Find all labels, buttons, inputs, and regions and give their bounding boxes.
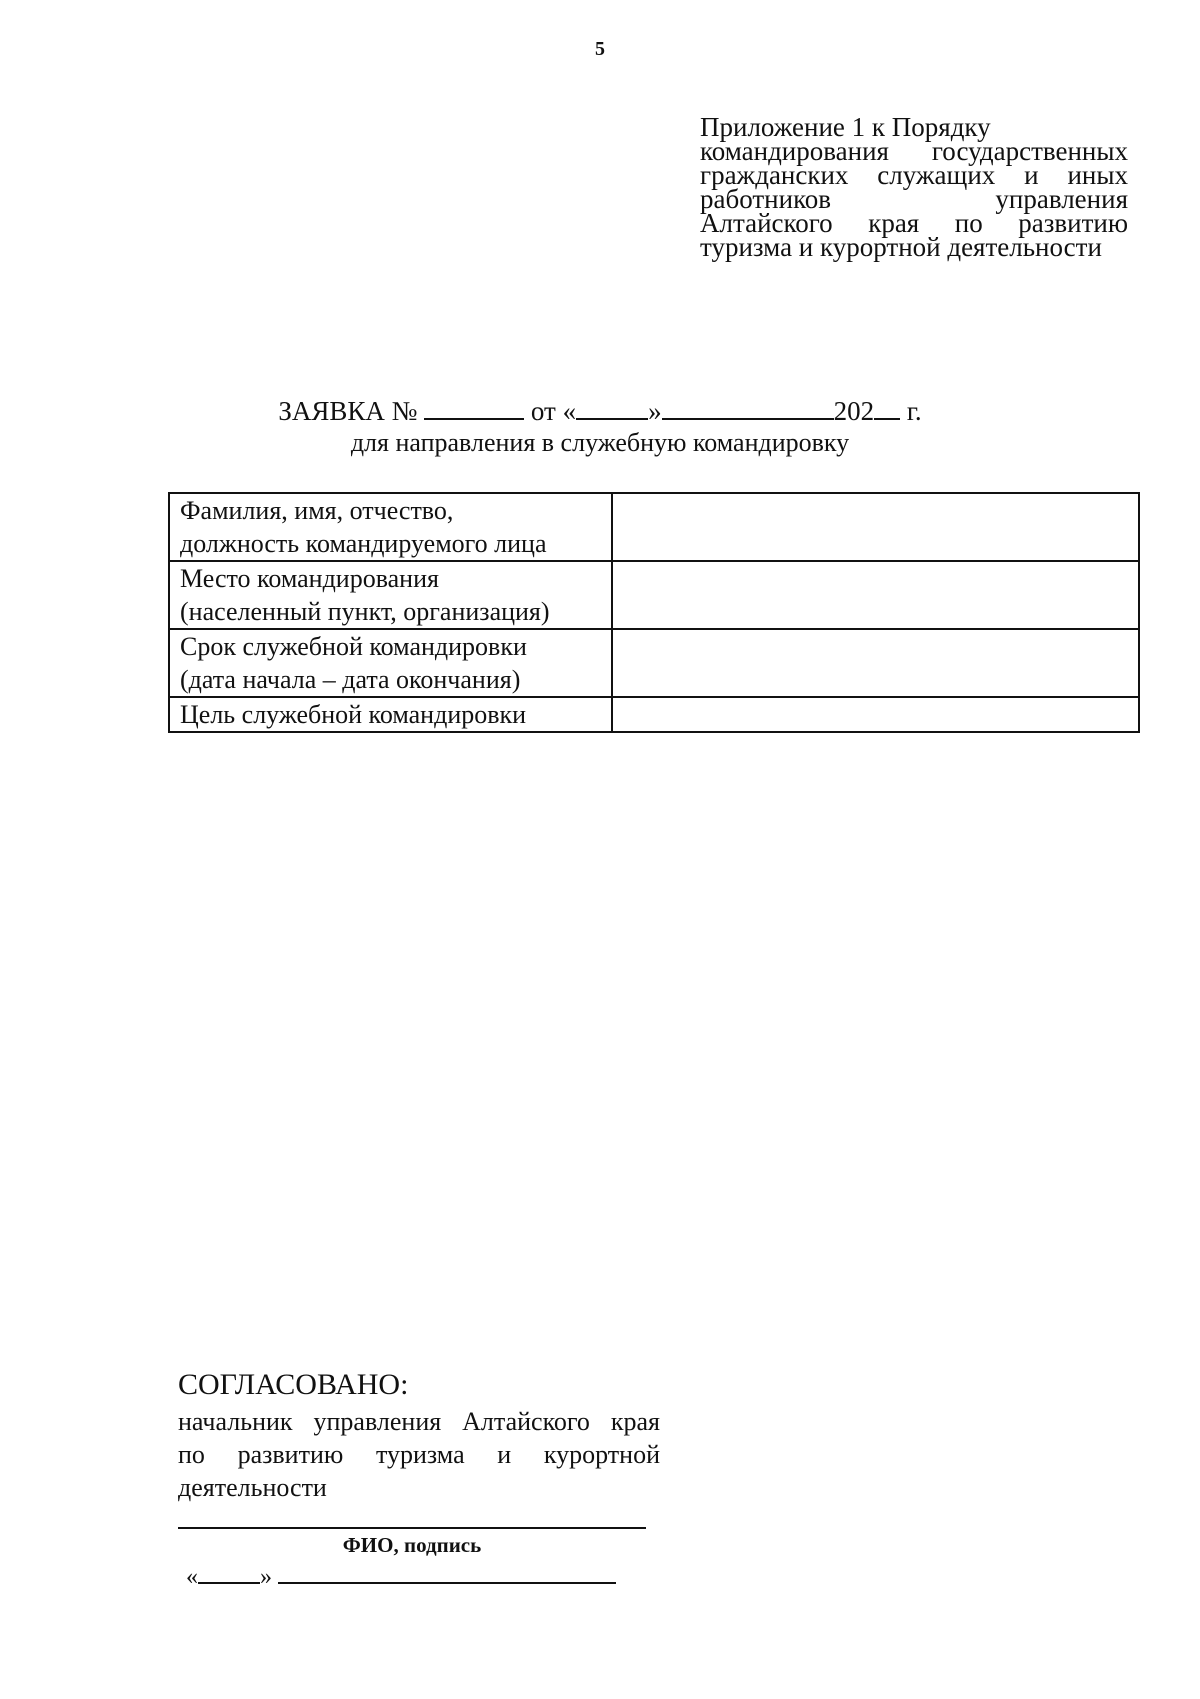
- table-row-value[interactable]: [612, 493, 1139, 561]
- request-month-blank[interactable]: [662, 396, 834, 420]
- table-row-label: [169, 697, 612, 732]
- appendix-line: командирования государственных: [700, 136, 1128, 166]
- label-line: Фамилия, имя, отчество,: [180, 496, 454, 525]
- approval-line: начальник управления Алтайского края: [178, 1407, 660, 1436]
- table-row-value[interactable]: [612, 629, 1139, 697]
- label-line: должность командируемого лица: [180, 529, 547, 558]
- request-title: [0, 395, 1200, 427]
- appendix-note: [700, 112, 1128, 262]
- appendix-line: Алтайского края по развитию: [700, 208, 1128, 238]
- table-row: [169, 697, 1139, 732]
- request-title-prefix: ЗАЯВКА №: [278, 396, 418, 426]
- approval-day-blank[interactable]: [198, 1560, 260, 1584]
- request-year-suffix: г.: [906, 396, 922, 426]
- request-date-from: от «: [530, 396, 577, 426]
- signature-line[interactable]: [178, 1527, 646, 1529]
- approval-body: [178, 1405, 660, 1504]
- page-number: 5: [595, 38, 605, 60]
- table-row: [169, 493, 1139, 561]
- appendix-line: гражданских служащих и иных: [700, 160, 1128, 190]
- request-year-blank[interactable]: [874, 396, 900, 420]
- approval-line: по развитию туризма и курортной: [178, 1440, 660, 1469]
- request-number-blank[interactable]: [424, 396, 524, 420]
- appendix-line: Приложение 1 к Порядку: [700, 112, 991, 142]
- label-line: (дата начала – дата окончания): [180, 665, 521, 694]
- date-close-quote: »: [260, 1564, 272, 1590]
- approval-date-blank[interactable]: [278, 1560, 616, 1584]
- table-row-label: [169, 493, 612, 561]
- approval-line: деятельности: [178, 1473, 327, 1502]
- request-date-close-quote: »: [648, 396, 662, 426]
- request-subtitle: для направления в служебную командировку: [350, 428, 850, 457]
- approval-title: СОГЛАСОВАНО:: [178, 1368, 409, 1401]
- approval-date: [186, 1560, 616, 1592]
- label-line: (населенный пункт, организация): [180, 597, 550, 626]
- table-row: [169, 561, 1139, 629]
- table-row-label: [169, 561, 612, 629]
- table-row: [169, 629, 1139, 697]
- label-line: Место командирования: [180, 564, 439, 593]
- table-row-value[interactable]: [612, 561, 1139, 629]
- request-year: 202: [833, 396, 875, 426]
- table-row-label: [169, 629, 612, 697]
- table-row-value[interactable]: [612, 697, 1139, 732]
- signature-caption: ФИО, подпись: [342, 1533, 482, 1557]
- appendix-line: туризма и курортной деятельности: [700, 232, 1102, 262]
- trip-request-table: [168, 492, 1140, 733]
- label-line: Цель служебной командировки: [180, 700, 527, 729]
- label-line: Срок служебной командировки: [180, 632, 527, 661]
- appendix-line: работников управления: [700, 184, 1128, 214]
- request-day-blank[interactable]: [576, 396, 648, 420]
- date-open-quote: «: [186, 1564, 198, 1590]
